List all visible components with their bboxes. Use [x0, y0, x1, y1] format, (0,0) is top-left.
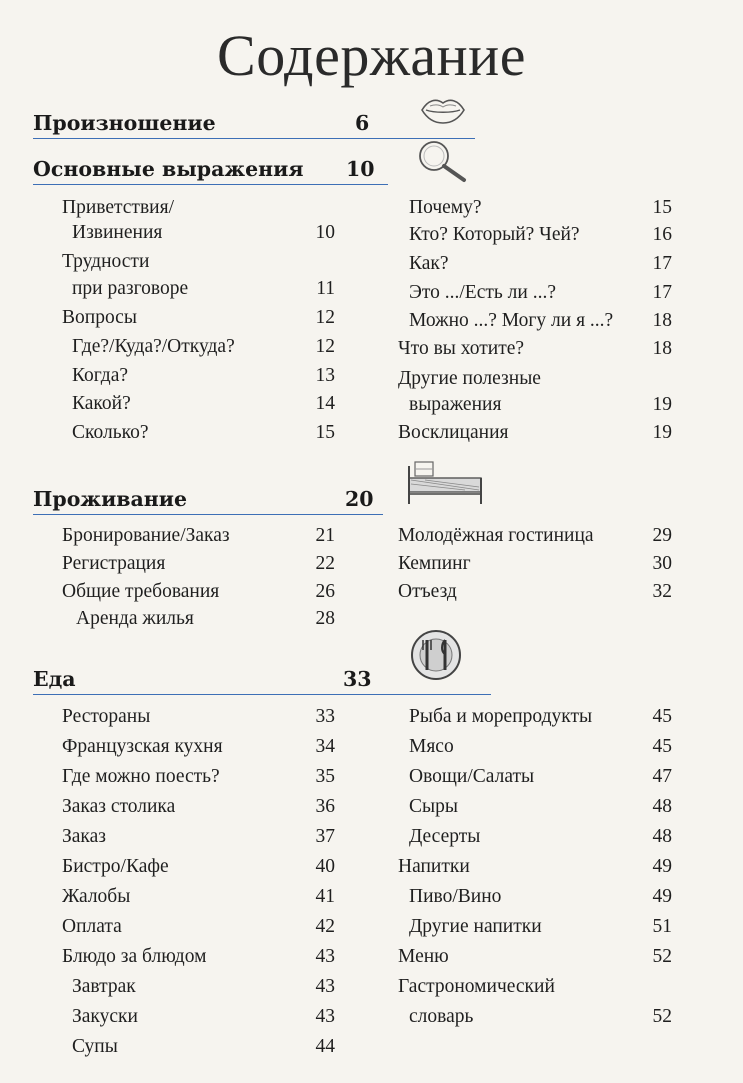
toc-page-number: 28: [315, 608, 335, 629]
toc-entry[interactable]: Другие напитки: [409, 916, 542, 937]
toc-entry[interactable]: Кто? Который? Чей?: [409, 224, 580, 245]
toc-entry[interactable]: Это .../Есть ли ...?: [409, 282, 556, 303]
toc-entry[interactable]: Сыры: [409, 796, 458, 817]
toc-page-number: 45: [652, 706, 672, 727]
toc-page-number: 29: [652, 525, 672, 546]
toc-entry[interactable]: Бистро/Кафе: [62, 856, 169, 877]
section-page: 10: [346, 157, 375, 181]
toc-page-number: 10: [315, 222, 335, 243]
toc-page-number: 52: [652, 946, 672, 967]
toc-page-number: 37: [315, 826, 335, 847]
toc-entry[interactable]: Молодёжная гостиница: [398, 525, 594, 546]
toc-entry[interactable]: Как?: [409, 253, 449, 274]
toc-page-number: 49: [652, 886, 672, 907]
toc-page-number: 48: [652, 796, 672, 817]
toc-entry[interactable]: Заказ: [62, 826, 106, 847]
toc-page-number: 36: [315, 796, 335, 817]
toc-entry[interactable]: Рыба и морепродукты: [409, 706, 593, 727]
toc-entry[interactable]: Восклицания: [398, 422, 509, 443]
toc-page-number: 52: [652, 1006, 672, 1027]
toc-page-number: 45: [652, 736, 672, 757]
toc-page-number: 43: [315, 1006, 335, 1027]
section-title: Еда: [33, 667, 76, 691]
toc-page-number: 16: [652, 224, 672, 245]
toc-page-number: 33: [315, 706, 335, 727]
toc-entry[interactable]: Бронирование/Заказ: [62, 525, 230, 546]
toc-page-number: 13: [315, 365, 335, 386]
toc-entry[interactable]: Почему?: [409, 197, 482, 218]
toc-entry[interactable]: Отъезд: [398, 581, 457, 602]
toc-page-number: 15: [652, 197, 672, 218]
toc-entry[interactable]: Где?/Куда?/Откуда?: [72, 336, 235, 357]
toc-entry[interactable]: Меню: [398, 946, 449, 967]
toc-entry[interactable]: Аренда жилья: [76, 608, 194, 629]
toc-entry[interactable]: Мясо: [409, 736, 454, 757]
toc-entry[interactable]: словарь: [409, 1006, 474, 1027]
toc-page-number: 51: [652, 916, 672, 937]
toc-page-number: 44: [315, 1036, 335, 1057]
toc-page-number: 34: [315, 736, 335, 757]
page-title: Содержание: [217, 23, 526, 88]
toc-entry[interactable]: Трудности: [62, 251, 150, 272]
toc-entry[interactable]: Пиво/Вино: [409, 886, 502, 907]
toc-entry[interactable]: Заказ столика: [62, 796, 176, 817]
section-page: 33: [343, 667, 372, 691]
toc-page-number: 19: [652, 422, 672, 443]
toc-page-number: 12: [315, 336, 335, 357]
toc-entry[interactable]: Можно ...? Могу ли я ...?: [409, 310, 614, 331]
toc-entry[interactable]: Оплата: [62, 916, 122, 937]
toc-entry[interactable]: Овощи/Салаты: [409, 766, 535, 787]
toc-entry[interactable]: Какой?: [72, 393, 131, 414]
toc-page-number: 43: [315, 946, 335, 967]
toc-entry[interactable]: Извинения: [72, 222, 163, 243]
toc-page-number: 17: [652, 282, 672, 303]
section-pronunciation[interactable]: [33, 104, 475, 139]
toc-entry[interactable]: Когда?: [72, 365, 129, 386]
toc-entry[interactable]: Жалобы: [62, 886, 131, 907]
section-page: 20: [345, 487, 374, 511]
toc-entry[interactable]: при разговоре: [72, 278, 189, 299]
toc-page-number: 21: [315, 525, 335, 546]
toc-page-number: 22: [315, 553, 335, 574]
toc-entry[interactable]: Сколько?: [72, 422, 149, 443]
toc-page-number: 15: [315, 422, 335, 443]
plate-cutlery-icon: [409, 628, 463, 682]
toc-page-number: 19: [652, 394, 672, 415]
toc-page-number: 42: [315, 916, 335, 937]
toc-page-number: 40: [315, 856, 335, 877]
magnifier-icon: [414, 138, 470, 184]
toc-page-number: 12: [315, 307, 335, 328]
toc-page-number: 49: [652, 856, 672, 877]
toc-page-number: 30: [652, 553, 672, 574]
toc-page-number: 17: [652, 253, 672, 274]
toc-entry[interactable]: Регистрация: [62, 553, 166, 574]
bed-icon: [405, 458, 485, 510]
toc-page-number: 18: [652, 338, 672, 359]
section-title: Основные выражения: [33, 157, 304, 181]
toc-entry[interactable]: Французская кухня: [62, 736, 223, 757]
section-title: Произношение: [33, 111, 216, 135]
toc-entry[interactable]: Рестораны: [62, 706, 151, 727]
section-title: Проживание: [33, 487, 188, 511]
toc-page-number: 47: [652, 766, 672, 787]
section-lodging[interactable]: [33, 480, 383, 515]
toc-entry[interactable]: Где можно поесть?: [62, 766, 220, 787]
toc-entry[interactable]: Блюдо за блюдом: [62, 946, 207, 967]
toc-page-number: 18: [652, 310, 672, 331]
toc-entry[interactable]: Кемпинг: [398, 553, 471, 574]
toc-page-number: 43: [315, 976, 335, 997]
toc-page-number: 48: [652, 826, 672, 847]
toc-page-number: 11: [316, 278, 335, 299]
toc-entry[interactable]: Напитки: [398, 856, 470, 877]
lips-icon: [418, 92, 468, 128]
toc-entry[interactable]: Десерты: [409, 826, 481, 847]
section-basic-expressions[interactable]: [33, 150, 388, 185]
toc-page-number: 35: [315, 766, 335, 787]
toc-entry[interactable]: Другие полезные: [398, 368, 541, 389]
toc-entry[interactable]: Вопросы: [62, 307, 137, 328]
section-page: 6: [355, 111, 370, 135]
toc-entry[interactable]: Супы: [72, 1036, 118, 1057]
toc-page-number: 32: [652, 581, 672, 602]
toc-entry[interactable]: Закуски: [72, 1006, 138, 1027]
toc-entry[interactable]: Гастрономический: [398, 976, 555, 997]
toc-entry[interactable]: Приветствия/: [62, 197, 174, 218]
toc-page-number: 41: [315, 886, 335, 907]
toc-entry[interactable]: Что вы хотите?: [398, 338, 525, 359]
toc-page-number: 14: [315, 393, 335, 414]
toc-page-number: 26: [315, 581, 335, 602]
toc-entry[interactable]: Общие требования: [62, 581, 220, 602]
toc-entry[interactable]: выражения: [409, 394, 502, 415]
toc-entry[interactable]: Завтрак: [72, 976, 136, 997]
